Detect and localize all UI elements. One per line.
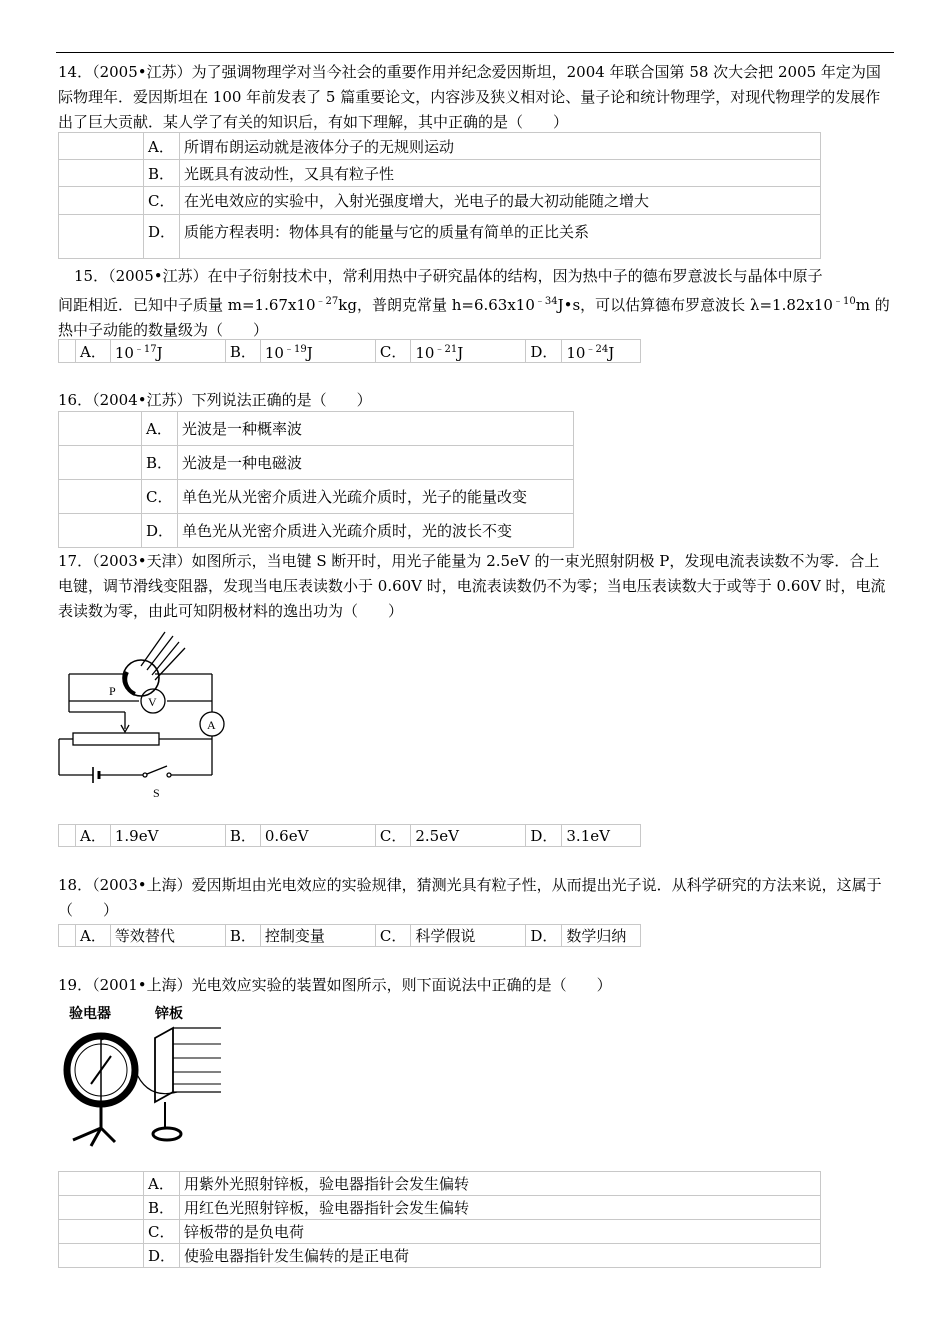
option-row[interactable]: [59, 514, 574, 548]
option-text[interactable]: 2.5eV: [411, 825, 526, 847]
option-letter[interactable]: A．: [76, 340, 111, 363]
option-text[interactable]: 0.6eV: [260, 825, 375, 847]
option-text[interactable]: $10^{﹣17}J$: [110, 340, 225, 363]
top-rule: [56, 52, 894, 53]
option-letter: D．: [142, 514, 178, 548]
option-letter[interactable]: D．: [526, 925, 562, 947]
option-text[interactable]: 科学假说: [411, 925, 526, 947]
option-letter[interactable]: C．: [375, 825, 410, 847]
option-row[interactable]: [59, 160, 821, 187]
option-letter[interactable]: B．: [225, 925, 260, 947]
label-s: S: [153, 786, 160, 800]
option-text: 使验电器指针发生偏转的是正电荷: [180, 1244, 821, 1268]
option-text: 用红色光照射锌板，验电器指针会发生偏转: [180, 1196, 821, 1220]
question-17-stem: 17．（2003•天津）如图所示，当电键 S 断开时，用光子能量为 2.5eV 的一束光照射阴极 P，发现电流表读数不为零．合上电键，调节滑线变阻器，发现当电压表读数小于 0.60V 时，电流表读数仍不为零；当电压表读数大于或等于 0.60V 时，电流表读数为零，由此可知阴极材料的逸出功为（ ）: [58, 552, 886, 620]
option-row[interactable]: [59, 446, 574, 480]
switch-s: [147, 766, 167, 774]
label-zinc-plate: 锌板: [155, 1006, 183, 1022]
question-18-stem: 18．（2003•上海）爱因斯坦由光电效应的实验规律，猜测光具有粒子性，从而提出光子说．从科学研究的方法来说，这属于（ ）: [58, 876, 882, 919]
option-letter: C．: [144, 1220, 180, 1244]
option-letter[interactable]: A．: [76, 925, 111, 947]
option-letter[interactable]: B．: [225, 340, 260, 363]
option-letter: C．: [144, 187, 180, 215]
option-letter: C．: [142, 480, 178, 514]
option-letter: B．: [144, 160, 180, 187]
option-text[interactable]: 1.9eV: [110, 825, 225, 847]
option-letter: A．: [144, 133, 180, 160]
option-row[interactable]: [59, 133, 821, 160]
option-letter[interactable]: D．: [526, 825, 562, 847]
question-14-options: [58, 132, 821, 259]
option-row[interactable]: [59, 480, 574, 514]
option-text: 所谓布朗运动就是液体分子的无规则运动: [180, 133, 821, 160]
option-text[interactable]: $10^{﹣21}J$: [411, 340, 526, 363]
label-electroscope: 验电器: [69, 1006, 111, 1022]
option-letter[interactable]: C．: [375, 925, 410, 947]
label-v: V: [148, 695, 157, 709]
question-19-options: [58, 1171, 821, 1268]
option-row[interactable]: [59, 1172, 821, 1196]
option-text[interactable]: 数学归纳: [562, 925, 641, 947]
zinc-plate: [155, 1028, 173, 1102]
option-row[interactable]: [59, 1244, 821, 1268]
option-letter: B．: [144, 1196, 180, 1220]
question-16-stem: 16．（2004•江苏）下列说法正确的是（ ）: [58, 391, 372, 409]
option-text: 光既具有波动性，又具有粒子性: [180, 160, 821, 187]
option-text[interactable]: $10^{﹣19}J$: [260, 340, 375, 363]
question-17-options: [58, 824, 641, 847]
option-letter[interactable]: D．: [526, 340, 562, 363]
option-letter: D．: [144, 215, 180, 259]
option-text: 单色光从光密介质进入光疏介质时，光子的能量改变: [178, 480, 574, 514]
option-text[interactable]: $10^{﹣24}J$: [562, 340, 641, 363]
option-letter[interactable]: A．: [76, 825, 111, 847]
cathode-p: [125, 672, 135, 694]
question-18-options: [58, 924, 641, 947]
question-15-options: [58, 339, 641, 363]
label-p: P: [109, 684, 116, 698]
option-letter[interactable]: B．: [225, 825, 260, 847]
option-text[interactable]: 控制变量: [260, 925, 375, 947]
option-text: 质能方程表明：物体具有的能量与它的质量有简单的正比关系: [180, 215, 821, 259]
option-text: 单色光从光密介质进入光疏介质时，光的波长不变: [178, 514, 574, 548]
option-letter: A．: [142, 412, 178, 446]
question-15-stem: 15．（2005•江苏）在中子衍射技术中，常利用热中子研究晶体的结构，因为热中子的德布罗意波长与晶体中原子 间距相近．已知中子质量 $m=1.67x10^{﹣27}kg$，普朗克常量 $h=6.63x10^{﹣34}J•s$，可以估算德布罗意波长 $\lambda=1.82x10^{﹣10}m$ 的 热中子动能的数量级为（ ）: [58, 267, 890, 339]
option-letter: A．: [144, 1172, 180, 1196]
rheostat: [73, 733, 159, 745]
option-text: 光波是一种概率波: [178, 412, 574, 446]
option-row[interactable]: [59, 215, 821, 259]
question-19-stem: 19．（2001•上海）光电效应实验的装置如图所示，则下面说法中正确的是（ ）: [58, 976, 612, 994]
option-row[interactable]: [59, 187, 821, 215]
option-text[interactable]: 等效替代: [110, 925, 225, 947]
option-text: 在光电效应的实验中，入射光强度增大，光电子的最大初动能随之增大: [180, 187, 821, 215]
option-row[interactable]: [59, 1220, 821, 1244]
label-a: A: [207, 718, 216, 732]
option-text: 光波是一种电磁波: [178, 446, 574, 480]
option-text: 用紫外光照射锌板，验电器指针会发生偏转: [180, 1172, 821, 1196]
photoelectric-circuit-diagram: [55, 628, 235, 803]
option-row[interactable]: [59, 412, 574, 446]
option-text[interactable]: 3.1eV: [562, 825, 641, 847]
option-letter: D．: [144, 1244, 180, 1268]
option-row[interactable]: [59, 1196, 821, 1220]
question-16-options: [58, 411, 574, 548]
option-letter[interactable]: C．: [375, 340, 410, 363]
option-letter: B．: [142, 446, 178, 480]
question-14-stem: 14．（2005•江苏）为了强调物理学对当今社会的重要作用并纪念爱因斯坦，2004 年联合国第 58 次大会把 2005 年定为国际物理年．爱因斯坦在 100 年前发表了 5 篇重要论文，内容涉及狭义相对论、量子论和统计物理学，对现代物理学的发展作出了巨大贡献．某人学了有关的知识后，有如下理解，其中正确的是（ ）: [58, 63, 881, 131]
option-text: 锌板带的是负电荷: [180, 1220, 821, 1244]
electroscope-zinc-plate-diagram: [55, 1000, 225, 1150]
